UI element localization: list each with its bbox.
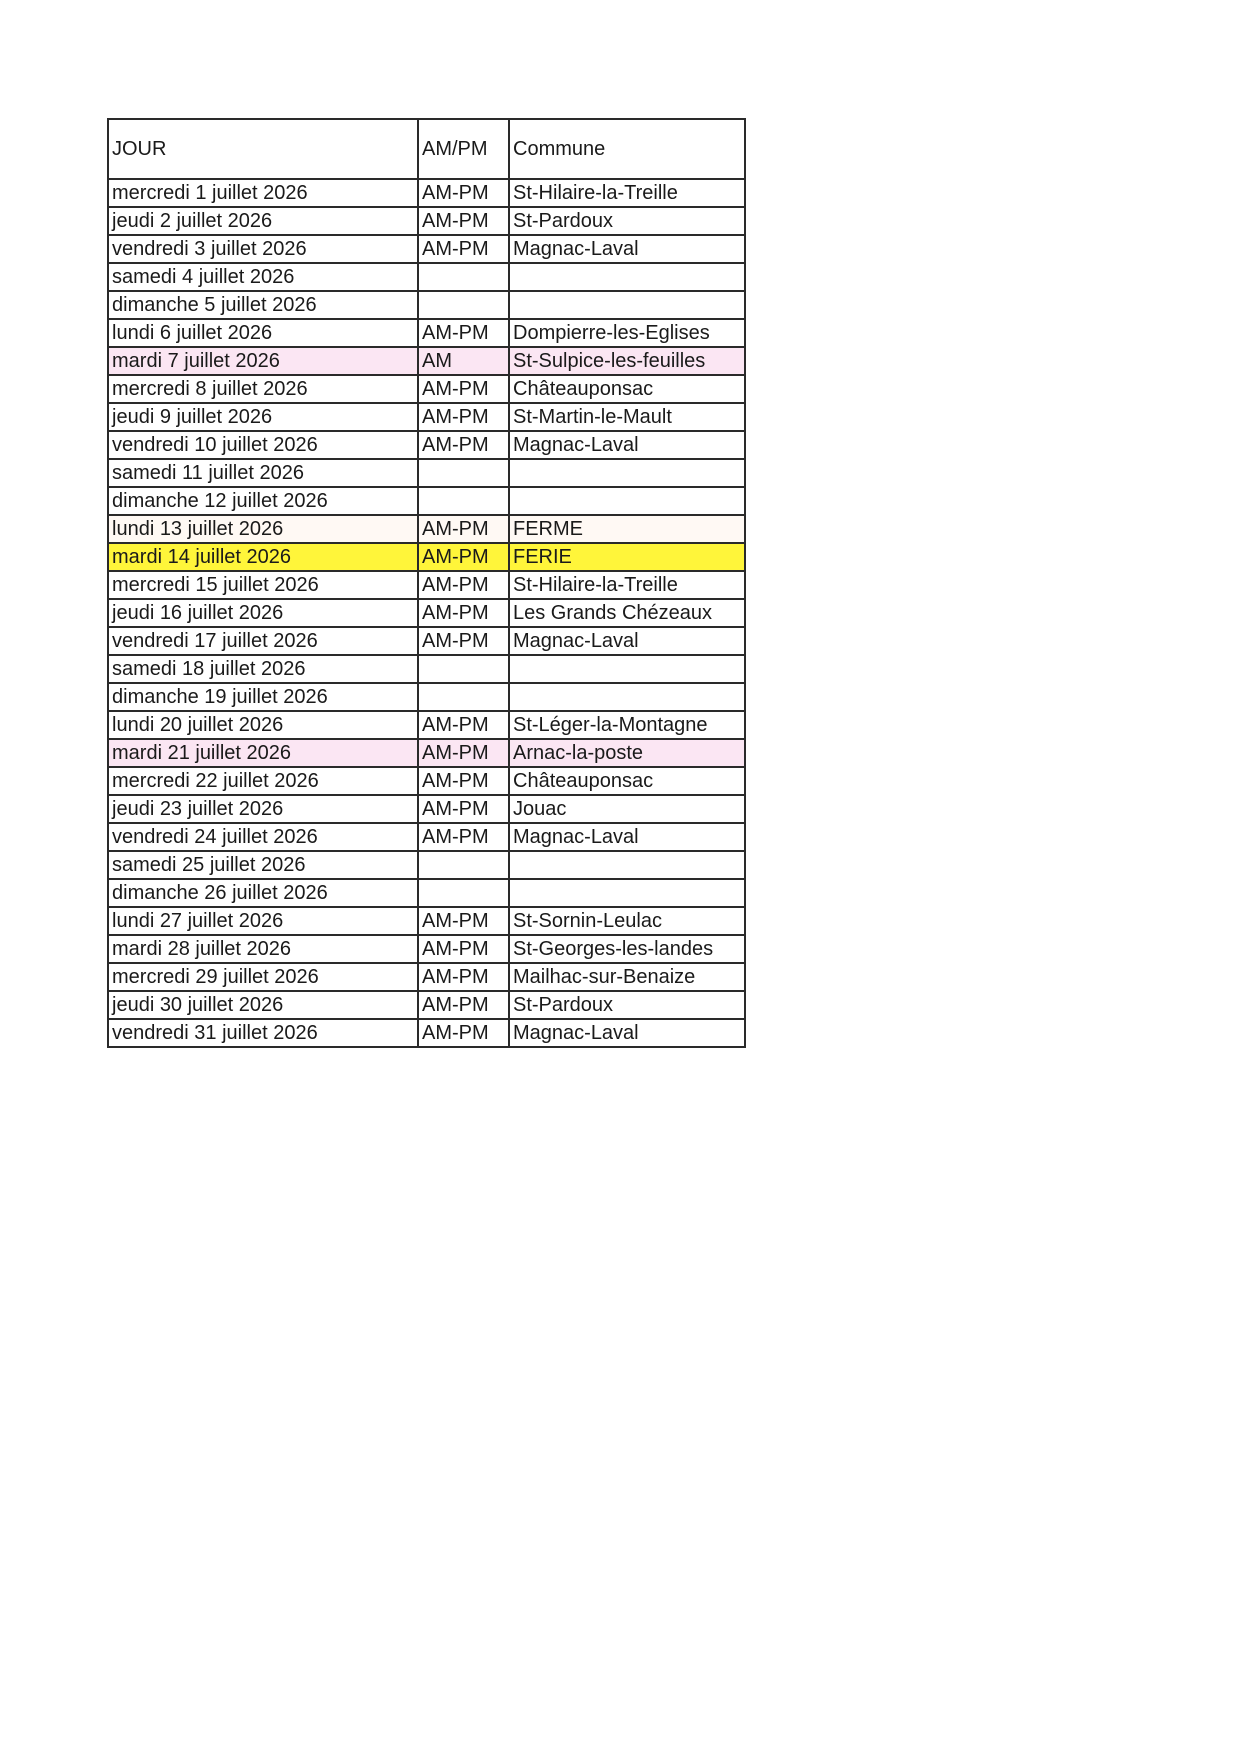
cell-ampm: AM-PM: [418, 375, 509, 403]
cell-ampm: AM: [418, 347, 509, 375]
cell-ampm: [418, 683, 509, 711]
cell-jour: jeudi 30 juillet 2026: [108, 991, 418, 1019]
cell-commune: St-Sulpice-les-feuilles: [509, 347, 745, 375]
header-ampm: AM/PM: [418, 119, 509, 179]
cell-commune: [509, 291, 745, 319]
cell-jour: mardi 7 juillet 2026: [108, 347, 418, 375]
cell-jour: samedi 18 juillet 2026: [108, 655, 418, 683]
table-row: [108, 935, 745, 963]
cell-jour: vendredi 10 juillet 2026: [108, 431, 418, 459]
table-row: [108, 235, 745, 263]
table-row: [108, 683, 745, 711]
cell-commune: St-Hilaire-la-Treille: [509, 571, 745, 599]
table-row: [108, 291, 745, 319]
cell-commune: [509, 459, 745, 487]
cell-jour: mercredi 22 juillet 2026: [108, 767, 418, 795]
cell-commune: Magnac-Laval: [509, 1019, 745, 1047]
cell-ampm: AM-PM: [418, 403, 509, 431]
table-row: [108, 795, 745, 823]
cell-ampm: AM-PM: [418, 795, 509, 823]
cell-ampm: AM-PM: [418, 599, 509, 627]
table-row: [108, 627, 745, 655]
cell-ampm: [418, 263, 509, 291]
table-row: [108, 739, 745, 767]
cell-ampm: AM-PM: [418, 991, 509, 1019]
schedule-table: [107, 118, 746, 1048]
cell-ampm: AM-PM: [418, 935, 509, 963]
table-row: [108, 431, 745, 459]
cell-ampm: AM-PM: [418, 431, 509, 459]
table-row: [108, 179, 745, 207]
table-row: [108, 319, 745, 347]
table-row: [108, 263, 745, 291]
table-row: [108, 711, 745, 739]
table-row: [108, 543, 745, 571]
cell-jour: dimanche 12 juillet 2026: [108, 487, 418, 515]
cell-commune: St-Pardoux: [509, 991, 745, 1019]
cell-jour: samedi 25 juillet 2026: [108, 851, 418, 879]
cell-ampm: AM-PM: [418, 207, 509, 235]
cell-commune: St-Martin-le-Mault: [509, 403, 745, 431]
cell-ampm: AM-PM: [418, 319, 509, 347]
table-header: [108, 119, 745, 179]
table-row: [108, 515, 745, 543]
cell-commune: FERME: [509, 515, 745, 543]
table-row: [108, 767, 745, 795]
cell-ampm: [418, 459, 509, 487]
cell-commune: Châteauponsac: [509, 375, 745, 403]
cell-commune: [509, 851, 745, 879]
cell-commune: [509, 263, 745, 291]
header-commune: Commune: [509, 119, 745, 179]
cell-jour: vendredi 24 juillet 2026: [108, 823, 418, 851]
table-row: [108, 599, 745, 627]
cell-jour: mercredi 1 juillet 2026: [108, 179, 418, 207]
cell-jour: lundi 6 juillet 2026: [108, 319, 418, 347]
cell-jour: mardi 21 juillet 2026: [108, 739, 418, 767]
cell-commune: [509, 487, 745, 515]
cell-jour: lundi 13 juillet 2026: [108, 515, 418, 543]
cell-jour: jeudi 16 juillet 2026: [108, 599, 418, 627]
cell-commune: St-Pardoux: [509, 207, 745, 235]
table-row: [108, 963, 745, 991]
table-row: [108, 403, 745, 431]
cell-jour: mercredi 15 juillet 2026: [108, 571, 418, 599]
table-row: [108, 991, 745, 1019]
table-row: [108, 487, 745, 515]
table-row: [108, 879, 745, 907]
cell-commune: [509, 879, 745, 907]
cell-ampm: [418, 291, 509, 319]
table-row: [108, 823, 745, 851]
table-row: [108, 347, 745, 375]
cell-commune: Magnac-Laval: [509, 627, 745, 655]
cell-ampm: AM-PM: [418, 627, 509, 655]
cell-commune: Les Grands Chézeaux: [509, 599, 745, 627]
cell-jour: jeudi 23 juillet 2026: [108, 795, 418, 823]
cell-jour: vendredi 17 juillet 2026: [108, 627, 418, 655]
table-row: [108, 655, 745, 683]
table-row: [108, 375, 745, 403]
cell-ampm: AM-PM: [418, 1019, 509, 1047]
cell-commune: Magnac-Laval: [509, 431, 745, 459]
cell-ampm: AM-PM: [418, 823, 509, 851]
cell-commune: St-Léger-la-Montagne: [509, 711, 745, 739]
cell-ampm: [418, 487, 509, 515]
table-row: [108, 571, 745, 599]
cell-commune: [509, 683, 745, 711]
cell-ampm: AM-PM: [418, 767, 509, 795]
cell-jour: jeudi 9 juillet 2026: [108, 403, 418, 431]
cell-jour: vendredi 3 juillet 2026: [108, 235, 418, 263]
cell-jour: mardi 28 juillet 2026: [108, 935, 418, 963]
cell-ampm: AM-PM: [418, 739, 509, 767]
cell-jour: dimanche 5 juillet 2026: [108, 291, 418, 319]
cell-jour: mardi 14 juillet 2026: [108, 543, 418, 571]
table-body: [108, 179, 745, 1047]
cell-commune: Mailhac-sur-Benaize: [509, 963, 745, 991]
cell-commune: Dompierre-les-Eglises: [509, 319, 745, 347]
table-row: [108, 851, 745, 879]
cell-ampm: AM-PM: [418, 235, 509, 263]
cell-commune: [509, 655, 745, 683]
table-row: [108, 459, 745, 487]
cell-ampm: AM-PM: [418, 963, 509, 991]
cell-jour: samedi 4 juillet 2026: [108, 263, 418, 291]
cell-commune: Jouac: [509, 795, 745, 823]
cell-ampm: AM-PM: [418, 711, 509, 739]
cell-jour: mercredi 29 juillet 2026: [108, 963, 418, 991]
cell-jour: samedi 11 juillet 2026: [108, 459, 418, 487]
cell-ampm: AM-PM: [418, 515, 509, 543]
cell-commune: FERIE: [509, 543, 745, 571]
table-row: [108, 907, 745, 935]
header-row: [108, 119, 745, 179]
cell-commune: Arnac-la-poste: [509, 739, 745, 767]
cell-jour: mercredi 8 juillet 2026: [108, 375, 418, 403]
cell-ampm: AM-PM: [418, 179, 509, 207]
cell-jour: dimanche 19 juillet 2026: [108, 683, 418, 711]
cell-jour: lundi 20 juillet 2026: [108, 711, 418, 739]
cell-commune: St-Sornin-Leulac: [509, 907, 745, 935]
cell-jour: vendredi 31 juillet 2026: [108, 1019, 418, 1047]
cell-commune: Magnac-Laval: [509, 235, 745, 263]
cell-jour: dimanche 26 juillet 2026: [108, 879, 418, 907]
cell-jour: lundi 27 juillet 2026: [108, 907, 418, 935]
cell-commune: St-Hilaire-la-Treille: [509, 179, 745, 207]
cell-jour: jeudi 2 juillet 2026: [108, 207, 418, 235]
cell-ampm: AM-PM: [418, 907, 509, 935]
cell-commune: Magnac-Laval: [509, 823, 745, 851]
cell-ampm: [418, 879, 509, 907]
cell-ampm: [418, 655, 509, 683]
cell-commune: St-Georges-les-landes: [509, 935, 745, 963]
table-row: [108, 1019, 745, 1047]
cell-ampm: AM-PM: [418, 571, 509, 599]
header-jour: JOUR: [108, 119, 418, 179]
cell-commune: Châteauponsac: [509, 767, 745, 795]
table-row: [108, 207, 745, 235]
cell-ampm: AM-PM: [418, 543, 509, 571]
cell-ampm: [418, 851, 509, 879]
